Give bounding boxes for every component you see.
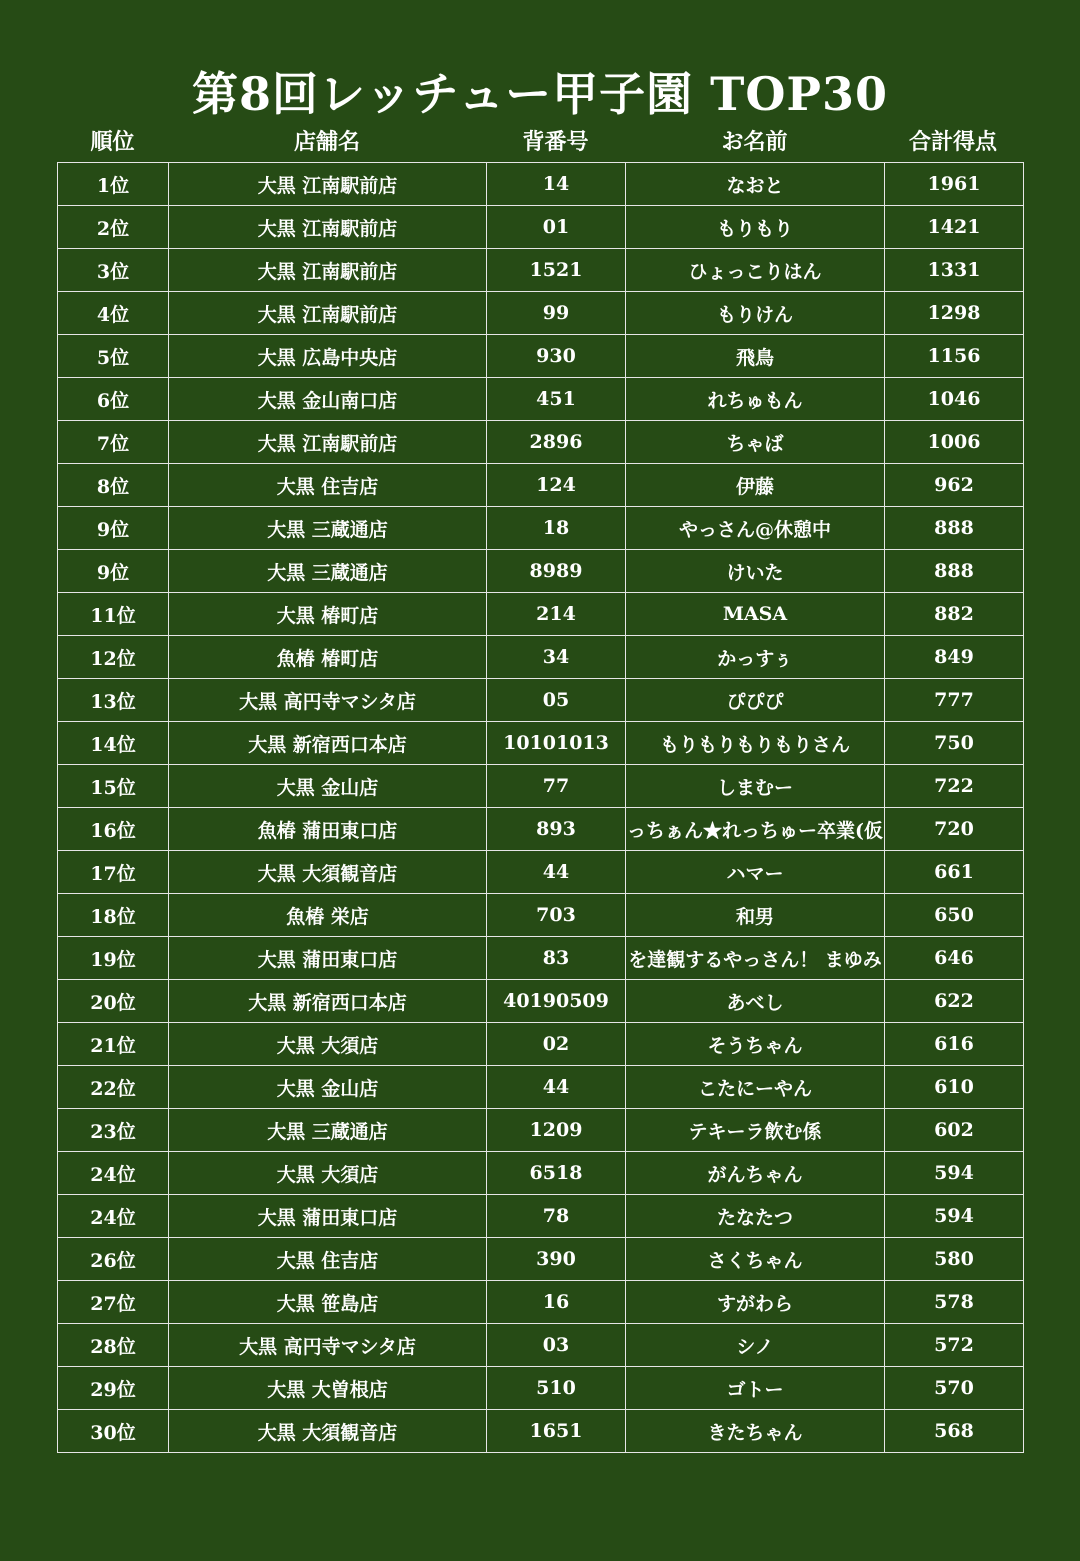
cell-name: 飛鳥 — [626, 335, 885, 378]
cell-number: 02 — [487, 1023, 626, 1066]
cell-rank: 24位 — [58, 1195, 169, 1238]
cell-rank: 19位 — [58, 937, 169, 980]
cell-name: がんちゃん — [626, 1152, 885, 1195]
cell-store: 魚椿 椿町店 — [169, 636, 487, 679]
table-row — [58, 808, 1024, 851]
cell-score: 720 — [885, 808, 1024, 851]
table-row — [58, 1195, 1024, 1238]
ranking-table-body — [58, 163, 1024, 1453]
cell-store: 大黒 大須観音店 — [169, 851, 487, 894]
cell-number: 8989 — [487, 550, 626, 593]
cell-number: 10101013 — [487, 722, 626, 765]
cell-score: 578 — [885, 1281, 1024, 1324]
cell-name: しまむー — [626, 765, 885, 808]
cell-number: 124 — [487, 464, 626, 507]
cell-score: 570 — [885, 1367, 1024, 1410]
cell-number: 34 — [487, 636, 626, 679]
table-row — [58, 679, 1024, 722]
cell-score: 1961 — [885, 163, 1024, 206]
cell-name: かっすぅ — [626, 636, 885, 679]
cell-number: 44 — [487, 851, 626, 894]
table-row — [58, 163, 1024, 206]
cell-number: 451 — [487, 378, 626, 421]
cell-rank: 8位 — [58, 464, 169, 507]
cell-number: 40190509 — [487, 980, 626, 1023]
cell-store: 大黒 高円寺マシタ店 — [169, 1324, 487, 1367]
cell-number: 16 — [487, 1281, 626, 1324]
cell-number: 03 — [487, 1324, 626, 1367]
table-row — [58, 507, 1024, 550]
cell-store: 大黒 椿町店 — [169, 593, 487, 636]
cell-rank: 9位 — [58, 507, 169, 550]
table-row — [58, 980, 1024, 1023]
cell-name: 伊藤 — [626, 464, 885, 507]
cell-rank: 5位 — [58, 335, 169, 378]
cell-name: もりもり — [626, 206, 885, 249]
cell-rank: 23位 — [58, 1109, 169, 1152]
cell-number: 01 — [487, 206, 626, 249]
cell-store: 大黒 住吉店 — [169, 1238, 487, 1281]
cell-number: 18 — [487, 507, 626, 550]
cell-rank: 30位 — [58, 1410, 169, 1453]
cell-name: もりもりもりもりさん — [626, 722, 885, 765]
cell-name: なおと — [626, 163, 885, 206]
cell-store: 大黒 住吉店 — [169, 464, 487, 507]
cell-number: 99 — [487, 292, 626, 335]
cell-number: 44 — [487, 1066, 626, 1109]
cell-number: 893 — [487, 808, 626, 851]
cell-store: 大黒 大須店 — [169, 1152, 487, 1195]
cell-number: 78 — [487, 1195, 626, 1238]
cell-score: 882 — [885, 593, 1024, 636]
cell-store: 大黒 大須店 — [169, 1023, 487, 1066]
cell-number: 1209 — [487, 1109, 626, 1152]
cell-rank: 27位 — [58, 1281, 169, 1324]
cell-name: れちゅもん — [626, 378, 885, 421]
table-row — [58, 464, 1024, 507]
cell-number: 1651 — [487, 1410, 626, 1453]
cell-store: 魚椿 蒲田東口店 — [169, 808, 487, 851]
cell-score: 962 — [885, 464, 1024, 507]
cell-rank: 20位 — [58, 980, 169, 1023]
table-row — [58, 1367, 1024, 1410]
cell-name: けいた — [626, 550, 885, 593]
cell-rank: 3位 — [58, 249, 169, 292]
cell-name: ハマー — [626, 851, 885, 894]
cell-rank: 6位 — [58, 378, 169, 421]
cell-name: きたちゃん — [626, 1410, 885, 1453]
cell-rank: 7位 — [58, 421, 169, 464]
cell-score: 594 — [885, 1195, 1024, 1238]
table-row — [58, 292, 1024, 335]
cell-score: 849 — [885, 636, 1024, 679]
cell-rank: 15位 — [58, 765, 169, 808]
cell-number: 214 — [487, 593, 626, 636]
cell-rank: 14位 — [58, 722, 169, 765]
table-row — [58, 249, 1024, 292]
cell-number: 6518 — [487, 1152, 626, 1195]
cell-store: 大黒 蒲田東口店 — [169, 937, 487, 980]
table-row — [58, 421, 1024, 464]
cell-name: を達観するやっさん！ まゆみ — [626, 937, 885, 980]
table-row — [58, 1410, 1024, 1453]
cell-store: 大黒 笹島店 — [169, 1281, 487, 1324]
cell-store: 魚椿 栄店 — [169, 894, 487, 937]
cell-rank: 12位 — [58, 636, 169, 679]
cell-rank: 11位 — [58, 593, 169, 636]
cell-number: 390 — [487, 1238, 626, 1281]
cell-rank: 2位 — [58, 206, 169, 249]
cell-name: ちゃば — [626, 421, 885, 464]
cell-number: 77 — [487, 765, 626, 808]
table-row — [58, 894, 1024, 937]
cell-store: 大黒 新宿西口本店 — [169, 980, 487, 1023]
table-row — [58, 593, 1024, 636]
cell-name: たなたつ — [626, 1195, 885, 1238]
table-row — [58, 335, 1024, 378]
cell-score: 580 — [885, 1238, 1024, 1281]
table-row — [58, 636, 1024, 679]
table-row — [58, 1152, 1024, 1195]
cell-score: 594 — [885, 1152, 1024, 1195]
cell-rank: 22位 — [58, 1066, 169, 1109]
cell-score: 572 — [885, 1324, 1024, 1367]
table-row — [58, 206, 1024, 249]
cell-score: 750 — [885, 722, 1024, 765]
cell-name: ひょっこりはん — [626, 249, 885, 292]
header-score: 合計得点 — [908, 129, 997, 155]
cell-number: 83 — [487, 937, 626, 980]
cell-rank: 24位 — [58, 1152, 169, 1195]
table-header-row — [57, 124, 1022, 160]
table-row — [58, 1238, 1024, 1281]
cell-name: もりけん — [626, 292, 885, 335]
cell-name: MASA — [626, 593, 885, 636]
header-store: 店舗名 — [293, 129, 360, 155]
cell-number: 930 — [487, 335, 626, 378]
cell-store: 大黒 金山南口店 — [169, 378, 487, 421]
cell-name: やっさん@休憩中 — [626, 507, 885, 550]
cell-name: っちぁん★れっちゅー卒業(仮 — [626, 808, 885, 851]
cell-store: 大黒 江南駅前店 — [169, 292, 487, 335]
cell-store: 大黒 江南駅前店 — [169, 163, 487, 206]
cell-score: 622 — [885, 980, 1024, 1023]
table-row — [58, 1023, 1024, 1066]
cell-store: 大黒 金山店 — [169, 765, 487, 808]
table-row — [58, 937, 1024, 980]
cell-name: そうちゃん — [626, 1023, 885, 1066]
cell-name: ゴトー — [626, 1367, 885, 1410]
cell-name: あべし — [626, 980, 885, 1023]
cell-rank: 13位 — [58, 679, 169, 722]
cell-score: 568 — [885, 1410, 1024, 1453]
cell-rank: 16位 — [58, 808, 169, 851]
cell-name: すがわら — [626, 1281, 885, 1324]
table-row — [58, 1109, 1024, 1152]
cell-name: こたにーやん — [626, 1066, 885, 1109]
cell-score: 1331 — [885, 249, 1024, 292]
table-row — [58, 722, 1024, 765]
cell-number: 14 — [487, 163, 626, 206]
cell-score: 1421 — [885, 206, 1024, 249]
table-row — [58, 1324, 1024, 1367]
cell-store: 大黒 大須観音店 — [169, 1410, 487, 1453]
cell-score: 1298 — [885, 292, 1024, 335]
cell-store: 大黒 江南駅前店 — [169, 249, 487, 292]
table-row — [58, 378, 1024, 421]
cell-number: 1521 — [487, 249, 626, 292]
cell-name: さくちゃん — [626, 1238, 885, 1281]
cell-store: 大黒 江南駅前店 — [169, 421, 487, 464]
table-row — [58, 550, 1024, 593]
cell-score: 777 — [885, 679, 1024, 722]
cell-store: 大黒 三蔵通店 — [169, 550, 487, 593]
cell-name: 和男 — [626, 894, 885, 937]
cell-rank: 29位 — [58, 1367, 169, 1410]
ranking-table — [57, 162, 1024, 1453]
cell-number: 2896 — [487, 421, 626, 464]
cell-number: 510 — [487, 1367, 626, 1410]
cell-score: 661 — [885, 851, 1024, 894]
cell-score: 888 — [885, 550, 1024, 593]
cell-rank: 9位 — [58, 550, 169, 593]
cell-name: ぴぴぴ — [626, 679, 885, 722]
header-number: 背番号 — [522, 129, 589, 155]
cell-rank: 1位 — [58, 163, 169, 206]
cell-score: 888 — [885, 507, 1024, 550]
cell-score: 650 — [885, 894, 1024, 937]
header-name: お名前 — [721, 129, 788, 155]
cell-rank: 4位 — [58, 292, 169, 335]
cell-store: 大黒 金山店 — [169, 1066, 487, 1109]
cell-score: 722 — [885, 765, 1024, 808]
cell-score: 1156 — [885, 335, 1024, 378]
cell-store: 大黒 広島中央店 — [169, 335, 487, 378]
cell-store: 大黒 大曽根店 — [169, 1367, 487, 1410]
cell-name: テキーラ飲む係 — [626, 1109, 885, 1152]
cell-store: 大黒 新宿西口本店 — [169, 722, 487, 765]
cell-rank: 17位 — [58, 851, 169, 894]
cell-rank: 28位 — [58, 1324, 169, 1367]
cell-store: 大黒 蒲田東口店 — [169, 1195, 487, 1238]
page-title: 第8回レッチュー甲子園 TOP30 — [191, 67, 889, 121]
cell-score: 610 — [885, 1066, 1024, 1109]
cell-number: 703 — [487, 894, 626, 937]
table-row — [58, 1281, 1024, 1324]
cell-rank: 26位 — [58, 1238, 169, 1281]
table-row — [58, 1066, 1024, 1109]
cell-score: 616 — [885, 1023, 1024, 1066]
cell-store: 大黒 三蔵通店 — [169, 507, 487, 550]
cell-score: 1046 — [885, 378, 1024, 421]
cell-store: 大黒 江南駅前店 — [169, 206, 487, 249]
cell-number: 05 — [487, 679, 626, 722]
cell-rank: 21位 — [58, 1023, 169, 1066]
table-row — [58, 765, 1024, 808]
cell-name: シノ — [626, 1324, 885, 1367]
cell-score: 602 — [885, 1109, 1024, 1152]
cell-rank: 18位 — [58, 894, 169, 937]
cell-score: 1006 — [885, 421, 1024, 464]
cell-store: 大黒 高円寺マシタ店 — [169, 679, 487, 722]
header-rank: 順位 — [90, 129, 135, 155]
table-row — [58, 851, 1024, 894]
cell-score: 646 — [885, 937, 1024, 980]
cell-store: 大黒 三蔵通店 — [169, 1109, 487, 1152]
